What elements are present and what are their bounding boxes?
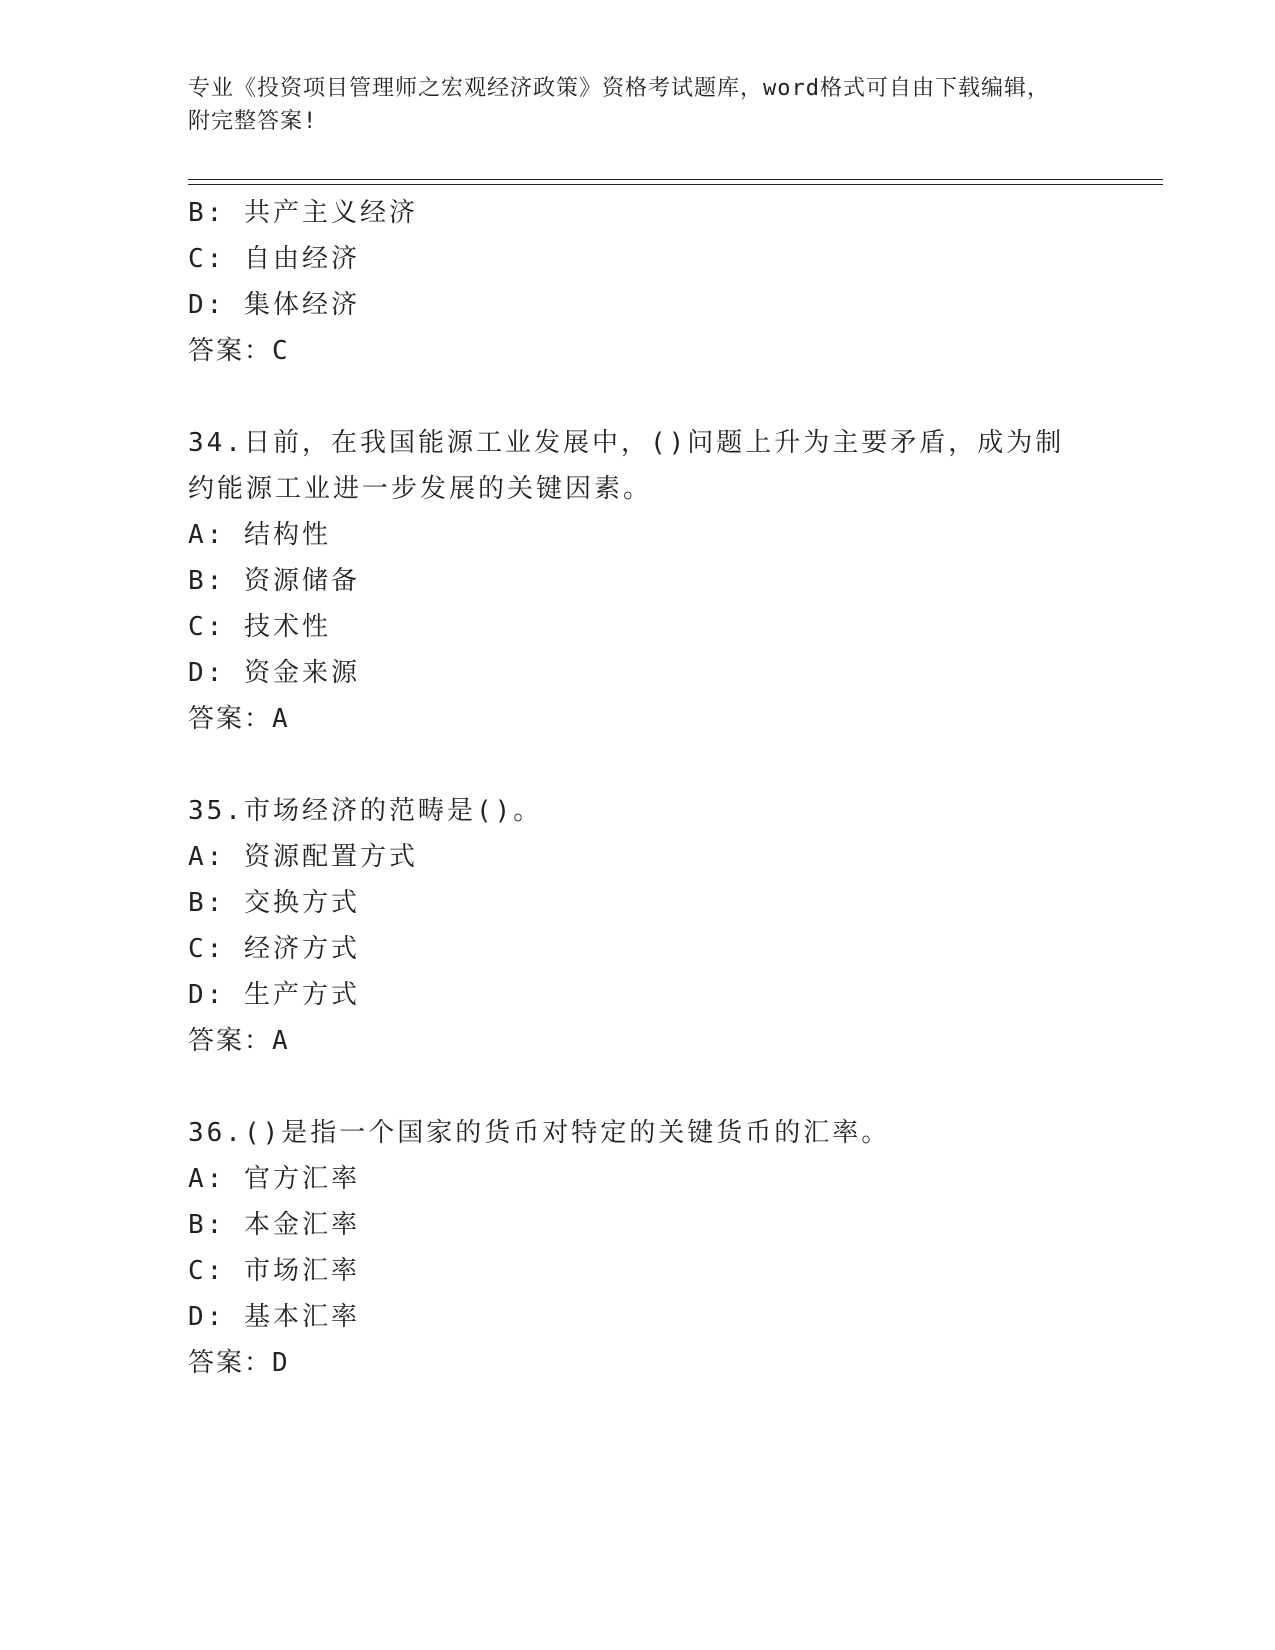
option-a — [188, 512, 1088, 558]
option-text: 资源储备 — [243, 566, 360, 596]
answer: 答案：C — [188, 336, 290, 366]
document-header: 专业《投资项目管理师之宏观经济政策》资格考试题库，word格式可自由下载编辑，附完整答案! — [188, 76, 1050, 134]
option-label: A: — [188, 842, 226, 872]
option-b — [188, 1202, 1088, 1248]
option-text: 生产方式 — [243, 980, 360, 1010]
option-label: D: — [188, 1302, 226, 1332]
option-text: 集体经济 — [243, 290, 360, 320]
question-35 — [188, 788, 1088, 1064]
question-36 — [188, 1110, 1088, 1386]
option-text: 经济方式 — [243, 934, 360, 964]
option-a — [188, 1156, 1088, 1202]
option-text: 共产主义经济 — [243, 198, 418, 228]
option-text: 市场汇率 — [243, 1256, 360, 1286]
option-label: A: — [188, 520, 226, 550]
option-label: C: — [188, 612, 226, 642]
option-text: 结构性 — [243, 520, 331, 550]
question-text: 35.市场经济的范畴是()。 — [188, 796, 543, 826]
option-text: 资金来源 — [243, 658, 360, 688]
option-label: B: — [188, 198, 226, 228]
option-c — [188, 1248, 1088, 1294]
continued-question — [188, 190, 1088, 374]
question-text: 34.日前，在我国能源工业发展中，()问题上升为主要矛盾，成为制约能源工业进一步发展的关键因素。 — [188, 428, 1065, 504]
option-label: D: — [188, 290, 226, 320]
option-label: B: — [188, 888, 226, 918]
option-text: 本金汇率 — [243, 1210, 360, 1240]
option-c — [188, 604, 1088, 650]
answer: 答案：D — [188, 1348, 290, 1378]
option-text: 交换方式 — [243, 888, 360, 918]
option-text: 官方汇率 — [243, 1164, 360, 1194]
option-text: 自由经济 — [243, 244, 360, 274]
question-34 — [188, 420, 1088, 742]
option-label: C: — [188, 934, 226, 964]
answer: 答案：A — [188, 1026, 290, 1056]
option-b — [188, 190, 1088, 236]
option-label: B: — [188, 566, 226, 596]
option-b — [188, 558, 1088, 604]
option-d — [188, 972, 1088, 1018]
header-rule-bottom — [188, 184, 1163, 185]
header-rule-top — [188, 179, 1163, 180]
option-label: D: — [188, 980, 226, 1010]
option-text: 技术性 — [243, 612, 331, 642]
option-d — [188, 650, 1088, 696]
option-d — [188, 1294, 1088, 1340]
option-c — [188, 236, 1088, 282]
option-text: 资源配置方式 — [243, 842, 418, 872]
question-list — [188, 190, 1088, 1386]
option-label: D: — [188, 658, 226, 688]
option-label: A: — [188, 1164, 226, 1194]
option-b — [188, 880, 1088, 926]
spacer — [188, 1064, 1088, 1110]
option-label: B: — [188, 1210, 226, 1240]
option-a — [188, 834, 1088, 880]
question-text: 36.()是指一个国家的货币对特定的关键货币的汇率。 — [188, 1118, 891, 1148]
spacer — [188, 374, 1088, 420]
spacer — [188, 742, 1088, 788]
option-c — [188, 926, 1088, 972]
option-text: 基本汇率 — [243, 1302, 360, 1332]
option-label: C: — [188, 1256, 226, 1286]
option-d — [188, 282, 1088, 328]
answer: 答案：A — [188, 704, 290, 734]
option-label: C: — [188, 244, 226, 274]
